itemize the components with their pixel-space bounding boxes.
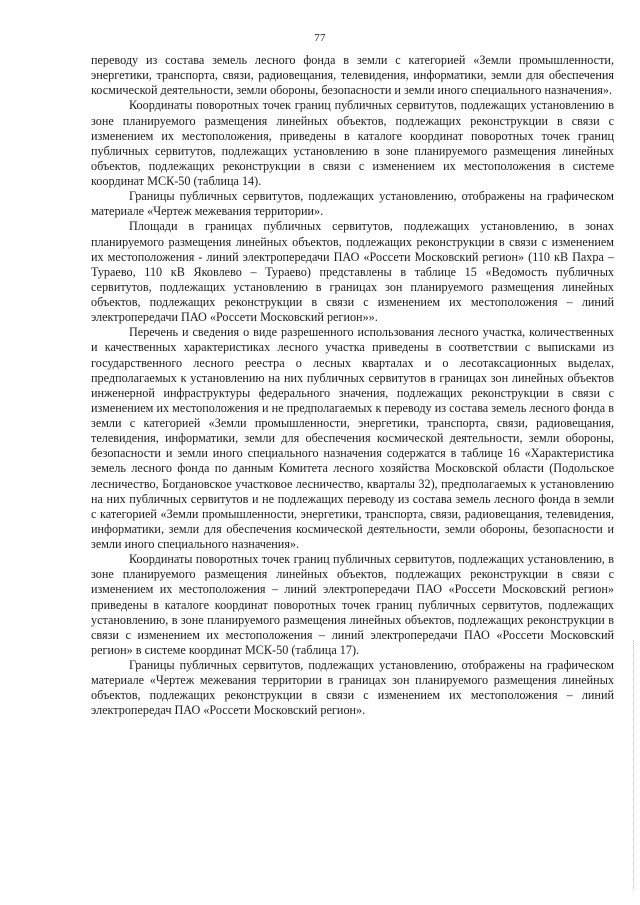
paragraph-servitude-coordinates-table-17: Координаты поворотных точек границ публичных сервитутов, подлежащих установлению, в зоне планируемого размещения линейных объектов, подлежащих реконструкции в связи с изменением их местоположения – линий электропередачи ПАО «Россети Московский регион» приведены в каталоге координат поворотных точек границ публичных сервитутов, подлежащих установлению, в зоне планируемого размещения линейных объектов, подлежащих реконструкции в связи с изменением их местоположения – линий электропередачи ПАО «Россети Московский регион» в системе координат МСК-50 (таблица 17).	[91, 552, 614, 657]
paragraph-servitude-boundaries-drawing: Границы публичных сервитутов, подлежащих установлению, отображены на графическом материале «Чертеж межевания территории».	[91, 189, 614, 219]
paragraph-servitude-areas-table-15: Площади в границах публичных сервитутов, подлежащих установлению, в зонах планируемого размещения линейных объектов, подлежащих реконструкции в связи с изменением их местоположения - линий электропередачи ПАО «Россети Московский регион» (110 кВ Пахра – Тураево, 110 кВ Яковлево – Тураево) представлены в таблице 15 «Ведомость публичных сервитутов, подлежащих установлению в границах зон планируемого размещения линейных объектов, подлежащих реконструкции в связи с изменением их местоположения – линий электропередачи ПАО «Россети Московский регион»».	[91, 219, 614, 325]
paragraph-land-transfer-continuation: переводу из состава земель лесного фонда в земли с категорией «Земли промышленности, энергетики, транспорта, связи, радиовещания, телевидения, информатики, земли для обеспечения космической деятельности, земли обороны, безопасности и земли иного специального назначения».	[91, 53, 614, 98]
paragraph-servitude-coordinates-table-14: Координаты поворотных точек границ публичных сервитутов, подлежащих установлению в зоне планируемого размещения линейных объектов, подлежащих реконструкции в связи с изменением их местоположения, приведены в каталоге координат поворотных точек границ публичных сервитутов, подлежащих установлению в зоне планируемого размещения линейных объектов, подлежащих реконструкции в связи с изменением их местоположения в системе координат МСК-50 (таблица 14).	[91, 98, 614, 188]
page-number: 77	[314, 32, 326, 44]
paragraph-servitude-boundaries-zone-drawing: Границы публичных сервитутов, подлежащих установлению, отображены на графическом материале «Чертеж межевания территории в границах зон планируемого размещения линейных объектов, подлежащих реконструкции в связи с изменением их местоположения – линий электропередач ПАО «Россети Московский регион».	[91, 658, 614, 718]
paragraph-forest-plot-characteristics-table-16: Перечень и сведения о виде разрешенного использования лесного участка, количественных и качественных характеристиках лесного участка приведены в соответствии с выписками из государственного лесного реестра о лесных кварталах и о лесотаксационных выделах, предполагаемых к установлению на них публичных сервитутов в границах зон линейных объектов инженерной инфраструктуры федерального значения, подлежащих реконструкции в связи с изменением их местоположения и не предполагаемых к переводу из состава земель лесного фонда в земли с категорией «Земли промышленности, энергетики, транспорта, связи, радиовещания, телевидения, информатики, земли для обеспечения космической деятельности, земли обороны, безопасности и земли иного специального назначения содержатся в таблице 16 «Характеристика земель лесного фонда по данным Комитета лесного хозяйства Московской области (Подольское лесничество, Богдановское участковое лесничество, кварталы 32), предполагаемых к установлению на них публичных сервитутов и не подлежащих переводу из состава земель лесного фонда в земли с категорией «Земли промышленности, энергетики, транспорта, связи, радиовещания, телевидения, информатики, земли для обеспечения космической деятельности, земли обороны, безопасности и земли иного специального назначения».	[91, 325, 614, 551]
document-body	[91, 53, 614, 719]
scan-edge-mark	[632, 640, 634, 890]
